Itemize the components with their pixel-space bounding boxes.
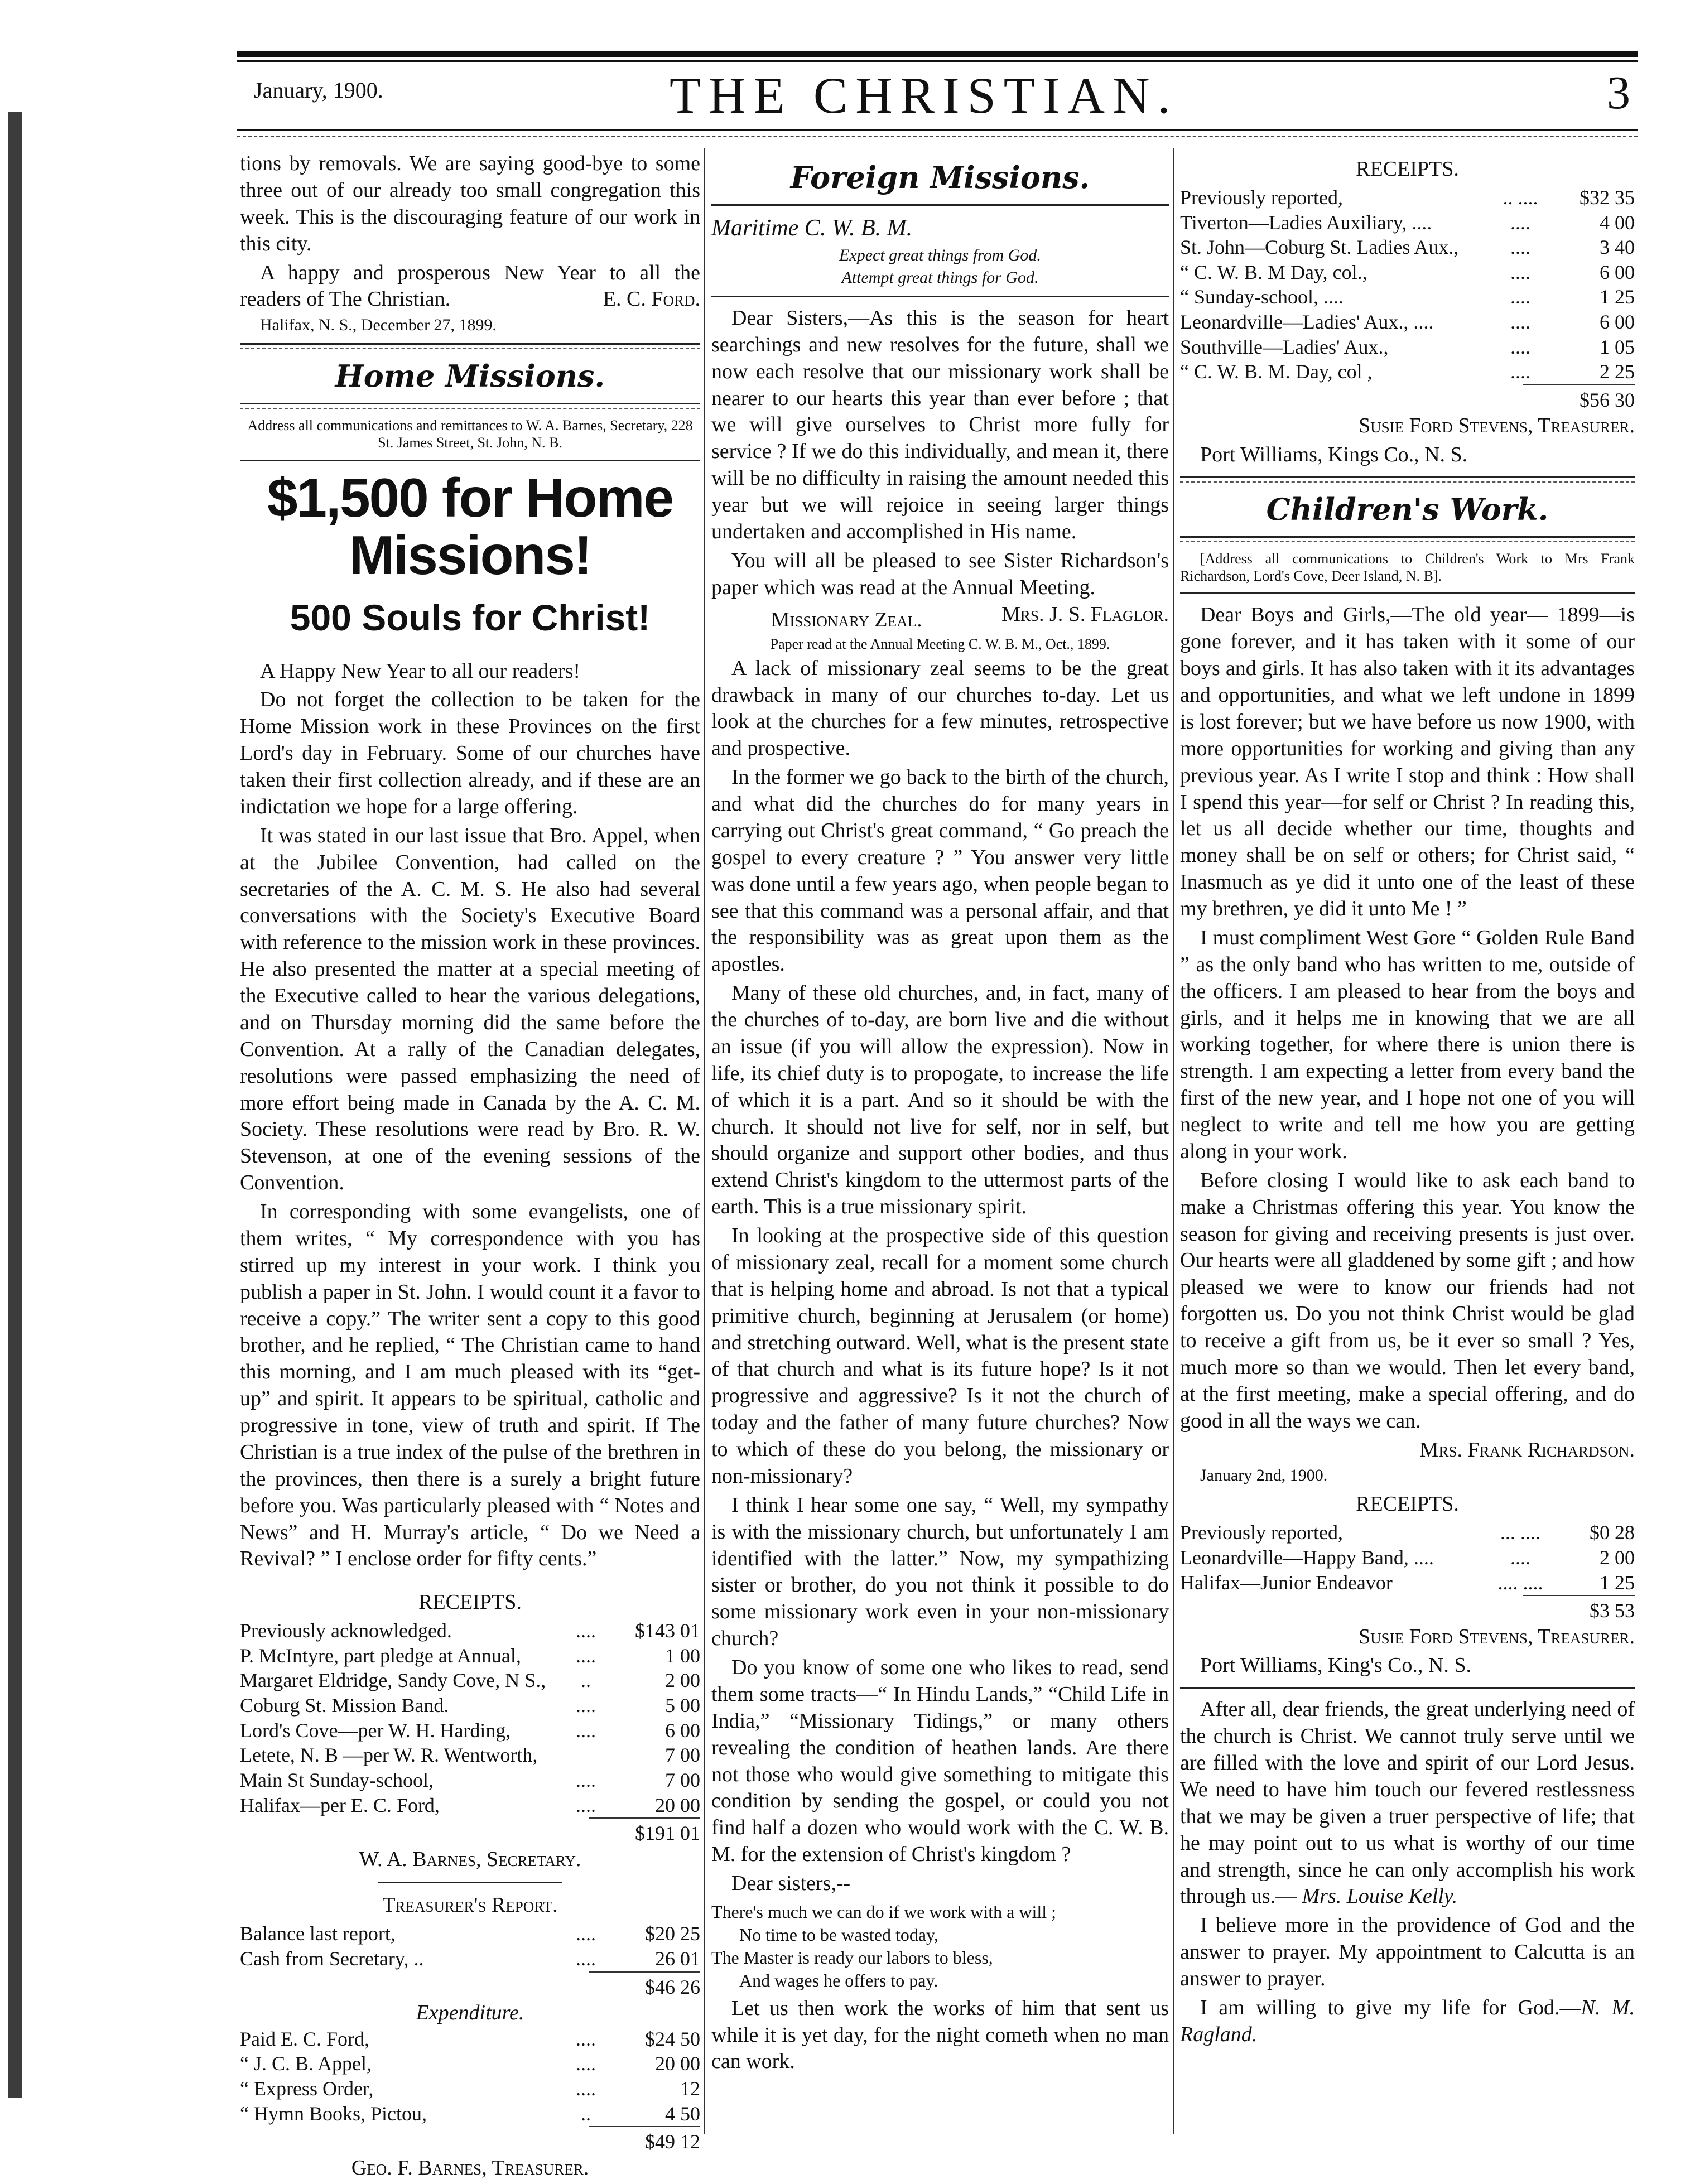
table-row: Southville—Ladies' Aux., .... 1 05 bbox=[1180, 335, 1635, 358]
signature: Mrs. Frank Richardson. bbox=[1419, 1438, 1635, 1462]
table-row: P. McIntyre, part pledge at Annual, .... 1 00 bbox=[240, 1644, 700, 1667]
divider bbox=[240, 343, 700, 349]
paragraph: Before closing I would like to ask each band to make a Christmas offering this year. You know the season for giving and receiving presents is just over. Our hearts were all gladdened by some gift ; and how pleased we were to know our friends had not forgotten us. Do you not think Christ would be glad to receive a gift from us, be it ever so small ? Yes, much more so than we would. Then let every band, at the first meeting, make a special offering, and do good in all the ways we can. bbox=[1180, 1168, 1635, 1433]
table-row: Previously reported, ... .... $0 28 bbox=[1180, 1521, 1635, 1544]
receipts-place: Port Williams, Kings Co., N. S. bbox=[1200, 443, 1468, 467]
paragraph: In the former we go back to the birth of the church, and what did the churches do for many years in carrying out Christ's great command, “ Go preach the gospel to every creature ? ” You answer very little was done until a few years ago, when people began to see that this command was a personal affair, and that the responsibility was as great upon them as the apostles. bbox=[711, 765, 1169, 976]
foreign-missions-heading: Foreign Missions. bbox=[790, 160, 1090, 195]
table-row: Halifax—per E. C. Ford, .... 20 00 bbox=[240, 1794, 700, 1816]
divider bbox=[378, 1882, 562, 1883]
home-missions-banner: $1,500 for Home Missions! bbox=[267, 466, 673, 586]
table-row: Leonardville—Ladies' Aux., .... .... 6 00 bbox=[1180, 311, 1635, 333]
expenditure-table bbox=[240, 2027, 700, 2127]
paragraph: Many of these old churches, and, in fact, many of the churches of to-day, are born live and die without an issue (if you will allow the expression). Now in life, its chief duty is to propogate, to increase the life of which it is a part. And so it should be with the church. It should not live for self, nor in self, but should organize and support other bodies, and thus extend Christ's kingdom to the uttermost parts of the earth. This is a true missionary spirit. bbox=[711, 981, 1169, 1219]
paragraph: Let us then work the works of him that sent us while it is yet day, for the night cometh when no man can work. bbox=[711, 1996, 1169, 2074]
receipts-signature: W. A. Barnes, Secretary. bbox=[359, 1847, 581, 1871]
table-row: Halifax—Junior Endeavor .... .... 1 25 bbox=[1180, 1571, 1635, 1594]
newyear-paragraph: A happy and prosperous New Year to all the readers of The Christian. E. C. Ford. bbox=[240, 261, 700, 311]
paragraph: I must compliment West Gore “ Golden Rule Band ” as the only band who has written to me, outside of the officers. I am pleased to hear from the boys and girls, and it helps me in knowing that we are all working together, for where there is union there is strength. I am expecting a letter from every band the first of the new year, and I hope not one of you will neglect to write and tell me how you are getting along in your work. bbox=[1180, 925, 1635, 1163]
table-row: Letete, N. B —per W. R. Wentworth, 7 00 bbox=[240, 1744, 700, 1767]
divider bbox=[240, 460, 700, 461]
table-row: “ J. C. B. Appel, .... 20 00 bbox=[240, 2052, 700, 2075]
paragraph: Dear sisters,-- bbox=[731, 1872, 851, 1895]
column-1 bbox=[240, 151, 700, 2184]
receipts-total: $56 30 bbox=[1523, 384, 1635, 413]
paragraph: You will all be pleased to see Sister Richardson's paper which was read at the Annual Meeting. Mrs. J. S. Flaglor. bbox=[711, 548, 1169, 626]
header-page-number: 3 bbox=[1607, 67, 1630, 119]
table-row: “ C. W. B. M. Day, col , .... 2 25 bbox=[1180, 360, 1635, 383]
table-row: Margaret Eldridge, Sandy Cove, N S., .. 2 00 bbox=[240, 1669, 700, 1692]
poem-line: And wages he offers to pay. bbox=[739, 1970, 938, 1990]
paragraph: After all, dear friends, the great underlying need of the church is Christ. We cannot truly serve until we are filled with the love and spirit of our Lord Jesus. We need to have him touch our fevered restlessness that we may be given a truer perspective of life; that he may point out to us what is worthy of our time and strength, since he can only accomplish his work through us.— Mrs. Louise Kelly. bbox=[1180, 1698, 1635, 1908]
divider bbox=[711, 204, 1169, 206]
paragraph: Do you know of some one who likes to read, send them some tracts—“ In Hindu Lands,” “Child Life in India,” “Missionary Tidings,” or many others revealing the condition of heathen lands. Are there not those who would give something to mitigate this condition by sending the gospel, or could you not find half a dozen who would work with the C. W. B. M. for the extension of Christ's kingdom ? bbox=[711, 1656, 1169, 1867]
paragraph: I am willing to give my life for God.—N. M. Ragland. bbox=[1180, 1995, 1635, 2046]
treasurer-heading: Treasurer's Report. bbox=[382, 1893, 558, 1917]
treasurer-table bbox=[240, 1921, 700, 1971]
zeal-heading: Missionary Zeal. bbox=[771, 608, 922, 631]
paragraph: I think I hear some one say, “ Well, my sympathy is with the missionary church, but unfortunately I am identified with the latter.” Now, my sympathizing sister or brother, do you not think it possible to do some missionary work even in your non-missionary church? bbox=[711, 1493, 1169, 1651]
table-row: Coburg St. Mission Band. .... 5 00 bbox=[240, 1694, 700, 1717]
motto-line: Expect great things from God. bbox=[839, 245, 1041, 264]
table-row: Previously reported, .. .... $32 35 bbox=[1180, 186, 1635, 209]
address-note: [Address all communications to Children's Work to Mrs Frank Richardson, Lord's Cove, Deer Island, N. B]. bbox=[1180, 551, 1635, 585]
souls-banner: 500 Souls for Christ! bbox=[290, 597, 651, 639]
receipts-total: $3 53 bbox=[1523, 1595, 1635, 1623]
column-2 bbox=[711, 151, 1169, 2077]
poem-line: There's much we can do if we work with a will ; bbox=[711, 1901, 1057, 1922]
receipts-signature: Susie Ford Stevens, Treasurer. bbox=[1359, 414, 1635, 438]
divider bbox=[1180, 1687, 1635, 1689]
table-row: Leonardville—Happy Band, .... .... 2 00 bbox=[1180, 1546, 1635, 1569]
paragraph: In looking at the prospective side of this question of missionary zeal, recall for a moment some church that is helping home and abroad. Is not that a typical primitive church, beginning at Jerusalem (or home) and stretching outward. Well, what is the present state of that church and what is its future hope? Is it not progressive and aggressive? Is it not the church of today and the father of many future churches? Now to which of these do you belong, the missionary or non-missionary? bbox=[711, 1224, 1169, 1488]
table-row: Main St Sunday-school, .... 7 00 bbox=[240, 1768, 700, 1791]
paragraph: Dear Sisters,—As this is the season for heart searchings and new resolves for the future, shall we now each resolve that our missionary work shall be nearer to our hearts this year than ever before ; that we will give ourselves to Christ more fully for service ? If we do this individually, and mean it, there will be no difficulty in raising the amount needed this year but we will rejoice in seeing larger things undertaken and accomplished in His name. bbox=[711, 306, 1169, 543]
expenditure-heading: Expenditure. bbox=[416, 2000, 524, 2024]
paragraph: A lack of missionary zeal seems to be the great drawback in many of our churches to-day. Let us look at the churches for a few minutes, retrospective and prospective. bbox=[711, 656, 1169, 760]
motto-line: Attempt great things for God. bbox=[841, 268, 1039, 287]
header-rule bbox=[237, 129, 1638, 131]
poem bbox=[711, 1901, 1169, 1992]
paragraph: In corresponding with some evangelists, one of them writes, “ My correspondence with you has stirred up my interest in your work. I think you publish a paper in St. John. I would count it a favor to receive a copy.” The writer sent a copy to this good brother, and he replied, “ The Christian came to hand this morning, and I am much pleased with its “get-up” and spirit. It appears to be spiritual, catholic and progressive in tone, view of truth and spirit. If The Christian is a true index of the pulse of the brethren in the provinces, then there is a surely a bright future before you. Was particularly pleased with “ Notes and News” and H. Murray's article, “ Do we Need a Revival? ” I enclose order for fifty cents.” bbox=[240, 1200, 700, 1571]
continued-paragraph: tions by removals. We are saying good-bye to some three out of our already too small congregation this week. This is the discouraging feature of our work in this city. bbox=[240, 152, 700, 255]
header-date: January, 1900. bbox=[254, 78, 383, 103]
header-rule-dashed bbox=[237, 136, 1638, 139]
table-row: “ Sunday-school, .... .... 1 25 bbox=[1180, 286, 1635, 308]
top-rule bbox=[237, 51, 1638, 57]
zeal-note: Paper read at the Annual Meeting C. W. B. M., Oct., 1899. bbox=[770, 636, 1110, 653]
dateline: Halifax, N. S., December 27, 1899. bbox=[260, 316, 497, 335]
paragraph: I believe more in the providence of God and the answer to prayer. My appointment to Calcutta is an answer to prayer. bbox=[1180, 1913, 1635, 1990]
top-rule-thin bbox=[237, 60, 1638, 62]
receipts-table bbox=[1180, 1520, 1635, 1595]
poem-line: No time to be wasted today, bbox=[739, 1924, 938, 1945]
poem-line: The Master is ready our labors to bless, bbox=[711, 1947, 993, 1968]
divider bbox=[711, 296, 1169, 297]
receipts-table bbox=[1180, 185, 1635, 384]
table-row: “ Express Order, .... 12 bbox=[240, 2077, 700, 2100]
treasurer-total: $46 26 bbox=[589, 1971, 700, 2000]
paragraph: A Happy New Year to all our readers! bbox=[260, 659, 581, 683]
paragraph: It was stated in our last issue that Bro. Appel, when at the Jubilee Convention, had called on the secretaries of the A. C. M. S. He also had several conversations with the Society's Executive Board with reference to the mission work in these provinces. He also presented the matter at a special meeting of the Executive called to hear the various delegations, and on Thursday morning did the same before the Convention. At a rally of the Canadian delegates, resolutions were passed emphasizing the need of more effort being made in Canada by the A. C. M. Society. These resolutions were read by Bro. R. W. Stevenson, at one of the evening sessions of the Convention. bbox=[240, 823, 700, 1195]
table-row: Lord's Cove—per W. H. Harding, .... 6 00 bbox=[240, 1719, 700, 1742]
receipts-place: Port Williams, King's Co., N. S. bbox=[1200, 1653, 1472, 1677]
receipts-signature: Susie Ford Stevens, Treasurer. bbox=[1359, 1624, 1635, 1648]
childrens-work-heading: Children's Work. bbox=[1266, 491, 1549, 527]
table-row: Balance last report, .... $20 25 bbox=[240, 1922, 700, 1945]
letter-date: January 2nd, 1900. bbox=[1200, 1466, 1328, 1485]
column-divider-2 bbox=[1173, 148, 1174, 2134]
subheading: Maritime C. W. B. M. bbox=[711, 215, 913, 242]
binding-edge bbox=[8, 112, 22, 2098]
paragraph: Do not forget the collection to be taken for the Home Mission work in these Provinces on the first Lord's day in February. Some of our churches have taken their first collection already, and if these are an indictation we hope for a large offering. bbox=[240, 688, 700, 818]
table-row: Tiverton—Ladies Auxiliary, .... .... 4 00 bbox=[1180, 211, 1635, 234]
column-divider-1 bbox=[704, 148, 705, 2134]
receipts-table bbox=[240, 1618, 700, 1817]
expenditure-total: $49 12 bbox=[589, 2126, 700, 2154]
column-3 bbox=[1180, 151, 1635, 2051]
table-row: “ Hymn Books, Pictou, .. 4 50 bbox=[240, 2102, 700, 2125]
table-row: Paid E. C. Ford, .... $24 50 bbox=[240, 2027, 700, 2050]
table-row: Cash from Secretary, .. .... 26 01 bbox=[240, 1947, 700, 1970]
header-title: THE CHRISTIAN. bbox=[670, 67, 1178, 124]
expenditure-signature: Geo. F. Barnes, Treasurer. bbox=[351, 2156, 589, 2180]
receipts-total: $191 01 bbox=[589, 1817, 700, 1846]
receipts-heading: RECEIPTS. bbox=[418, 1590, 522, 1614]
receipts-heading: RECEIPTS. bbox=[1356, 157, 1459, 181]
divider bbox=[1180, 536, 1635, 542]
table-row: St. John—Coburg St. Ladies Aux., .... 3 40 bbox=[1180, 236, 1635, 259]
address-note: Address all communications and remittances to W. A. Barnes, Secretary, 228 St. James Street, St. John, N. B. bbox=[247, 417, 693, 451]
home-missions-heading: Home Missions. bbox=[335, 358, 605, 394]
divider bbox=[1180, 476, 1635, 483]
divider bbox=[1180, 592, 1635, 594]
table-row: “ C. W. B. M Day, col., .... 6 00 bbox=[1180, 261, 1635, 283]
receipts-heading: RECEIPTS. bbox=[1356, 1492, 1459, 1516]
divider bbox=[240, 403, 700, 409]
table-row: Previously acknowledged. .... $143 01 bbox=[240, 1619, 700, 1642]
paragraph: Dear Boys and Girls,—The old year— 1899—is gone forever, and it has taken with it some of our boys and girls. It has also taken with it its advantages and opportunities, and what we left undone in 1899 is lost forever; but we have before us now 1900, with more opportunities for working and giving than any previous year. As I write I stop and think : How shall I spend this year—for self or Christ ? In reading this, let us all decide whether our time, thoughts and money shall be on self or others; for Christ said, “ Inasmuch as ye did it unto one of the least of these my brethren, ye did it unto Me ! ” bbox=[1180, 603, 1635, 921]
